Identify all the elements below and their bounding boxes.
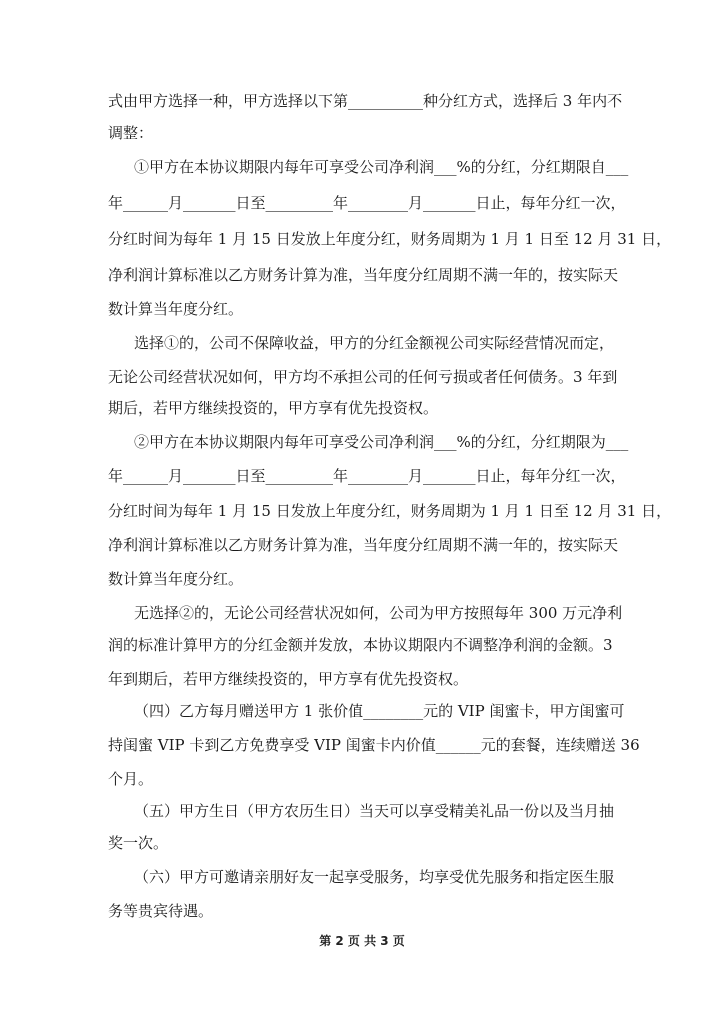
text-line: 净利润计算标准以乙方财务计算为准，当年度分红周期不满一年的，按实际天: [108, 266, 619, 284]
text-line: （五）甲方生日（甲方农历生日）当天可以享受精美礼品一份以及当月抽: [134, 802, 615, 820]
text-line: 净利润计算标准以乙方财务计算为准，当年度分红周期不满一年的，按实际天: [108, 536, 619, 554]
text-line: 年______月_______日至_________年________月_______日止，每年分红一次，: [108, 194, 626, 212]
text-line: 润的标准计算甲方的分红金额并发放，本协议期限内不调整净利润的金额。3: [108, 636, 613, 654]
text-line: 年到期后，若甲方继续投资的，甲方享有优先投资权。: [108, 670, 469, 688]
text-line: 持闺蜜 VIP 卡到乙方免费享受 VIP 闺蜜卡内价值______元的套餐，连续赠送 36: [108, 736, 640, 754]
text-line: 无选择②的，无论公司经营状况如何，公司为甲方按照每年 300 万元净利: [134, 604, 623, 622]
text-line: （六）甲方可邀请亲朋好友一起享受服务，均享受优先服务和指定医生服: [134, 868, 615, 886]
text-line: （四）乙方每月赠送甲方 1 张价值________元的 VIP 闺蜜卡，甲方闺蜜可: [134, 702, 625, 720]
text-line: 分红时间为每年 1 月 15 日发放上年度分红，财务周期为 1 月 1 日至 12 月 31 日，: [108, 230, 672, 248]
text-line: 数计算当年度分红。: [108, 570, 244, 588]
text-line: 选择①的，公司不保障收益，甲方的分红金额视公司实际经营情况而定，: [134, 334, 615, 352]
text-line: ②甲方在本协议期限内每年可享受公司净利润___%的分红，分红期限为___: [134, 433, 629, 451]
text-line: 期后，若甲方继续投资的，甲方享有优先投资权。: [108, 399, 439, 417]
text-line: 个月。: [108, 770, 154, 788]
text-line: 务等贵宾待遇。: [108, 902, 214, 920]
text-line: 调整：: [108, 124, 154, 142]
page-footer: 第 2 页 共 3 页: [319, 934, 405, 948]
text-line: ①甲方在本协议期限内每年可享受公司净利润___%的分红，分红期限自___: [134, 158, 629, 176]
text-line: 无论公司经营状况如何，甲方均不承担公司的任何亏损或者任何债务。3 年到: [108, 368, 618, 386]
text-line: 年______月_______日至_________年________月_______日止，每年分红一次，: [108, 467, 626, 485]
text-line: 分红时间为每年 1 月 15 日发放上年度分红，财务周期为 1 月 1 日至 12 月 31 日，: [108, 502, 672, 520]
text-line: 奖一次。: [108, 834, 169, 852]
text-line: 数计算当年度分红。: [108, 300, 244, 318]
text-line: 式由甲方选择一种，甲方选择以下第__________种分红方式，选择后 3 年内不: [108, 92, 623, 110]
